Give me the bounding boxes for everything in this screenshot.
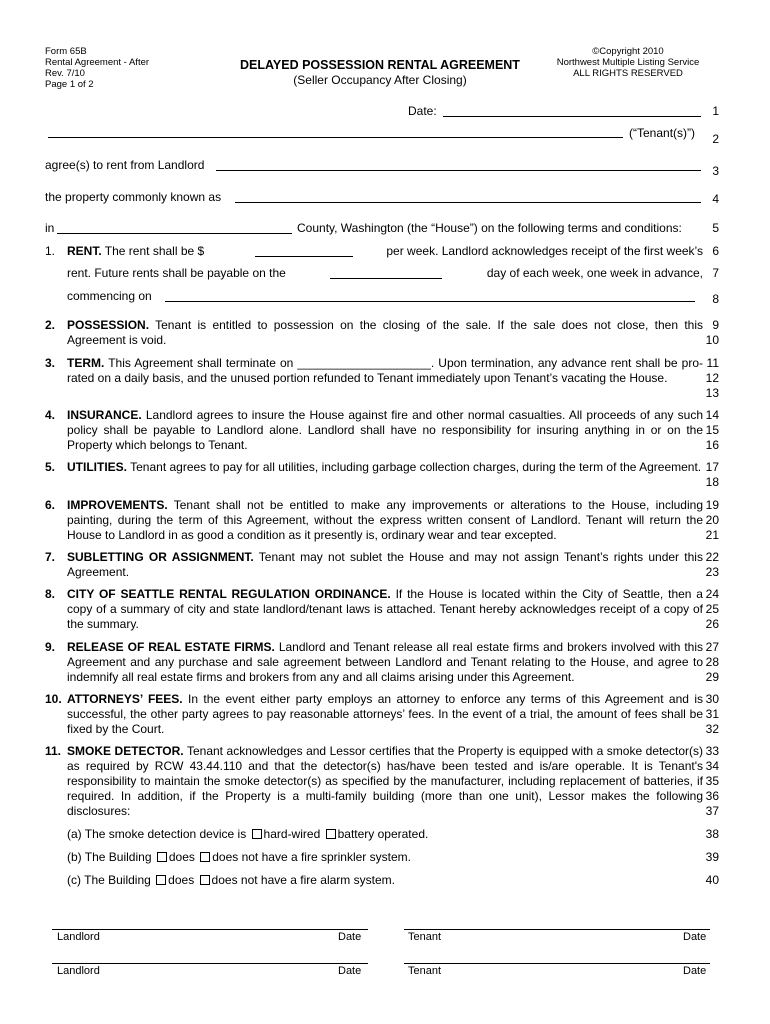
tenant-signature-line-2[interactable]	[404, 963, 710, 964]
line-number: 15	[705, 423, 719, 437]
sprinkler-does-label: does	[168, 850, 195, 864]
section-number: 2.	[45, 318, 56, 332]
county-field[interactable]	[57, 233, 292, 234]
section-number: 7.	[45, 550, 56, 564]
section-heading: INSURANCE.	[67, 408, 142, 422]
rent-text-2a: rent. Future rents shall be payable on the	[67, 266, 286, 280]
landlord-label-1: Landlord	[57, 931, 100, 943]
section-text: Tenant may not sublet the House and may not assign Tenant’s rights under this Agreement.	[67, 550, 703, 579]
tenant-label-2: Tenant	[408, 965, 442, 977]
property-label: the property commonly known as	[45, 190, 222, 204]
organization: Northwest Multiple Listing Service	[556, 57, 700, 68]
line-number: 18	[705, 475, 719, 489]
disclosure-c	[67, 873, 395, 888]
tenants-label: (“Tenant(s)”)	[629, 126, 696, 140]
line-number: 26	[705, 617, 719, 631]
section-improvements	[67, 498, 703, 543]
section-heading: ATTORNEYS’ FEES.	[67, 692, 183, 706]
disclosure-a	[67, 827, 428, 842]
line-number: 4	[712, 192, 719, 206]
battery-label: battery operated.	[337, 827, 429, 841]
line-number: 20	[705, 513, 719, 527]
line-number: 33	[705, 744, 719, 758]
county-text: County, Washington (the “House”) on the following terms and conditions:	[297, 221, 682, 235]
line-number: 11	[706, 356, 719, 370]
section-heading: SMOKE DETECTOR.	[67, 744, 184, 758]
section-text: Tenant agrees to pay for all utilities, including garbage collection charges, during the term of the Agreement.	[130, 460, 702, 474]
line-number: 17	[705, 460, 719, 474]
copyright: ©Copyright 2010	[592, 46, 664, 57]
section-text: Tenant is entitled to possession on the closing of the sale. If the sale does not close, then this Agreement is void.	[67, 318, 703, 347]
section-text: This Agreement shall terminate on ____________________. Upon termination, any advance rent shall be pro-rated on a daily basis, and the unused portion refunded to Tenant immediately upon Tenant’s vacating the House.	[67, 356, 703, 385]
line-number: 10	[705, 333, 719, 347]
line-number: 27	[705, 640, 719, 654]
line-number: 6	[712, 244, 719, 258]
line-number: 35	[705, 774, 719, 788]
page-title: DELAYED POSSESSION RENTAL AGREEMENT	[240, 58, 520, 72]
line-number: 37	[705, 804, 719, 818]
copyright-block	[548, 46, 708, 79]
line-number: 28	[705, 655, 719, 669]
section-heading: IMPROVEMENTS.	[67, 498, 168, 512]
section-heading: SUBLETTING OR ASSIGNMENT.	[67, 550, 254, 564]
line-number: 2	[712, 132, 719, 146]
rent-heading: RENT.	[67, 244, 102, 258]
tenant-date-label-1: Date	[683, 931, 707, 943]
line-number: 12	[705, 371, 719, 385]
rent-day-field[interactable]	[330, 278, 442, 279]
line-number: 30	[705, 692, 719, 706]
hard-wired-label: hard-wired	[263, 827, 321, 841]
form-header-left	[45, 46, 149, 90]
line-number: 24	[705, 587, 719, 601]
rent-text-2b: day of each week, one week in advance,	[486, 266, 703, 280]
tenant-label-1: Tenant	[408, 931, 442, 943]
form-name: Rental Agreement - After	[45, 57, 150, 68]
line-number: 38	[705, 827, 719, 841]
section-heading: TERM.	[67, 356, 105, 370]
line-number: 3	[712, 164, 719, 178]
landlord-date-label-1: Date	[338, 931, 362, 943]
line-number: 8	[712, 292, 719, 306]
line-number: 39	[705, 850, 719, 864]
alarm-does-not-checkbox[interactable]	[200, 875, 210, 885]
in-label: in	[45, 221, 55, 235]
sprinkler-does-checkbox[interactable]	[157, 852, 167, 862]
section-smoke-detector	[67, 744, 703, 819]
alarm-does-checkbox[interactable]	[156, 875, 166, 885]
disclosure-b	[67, 850, 411, 865]
section-number: 9.	[45, 640, 56, 654]
line-number: 22	[705, 550, 719, 564]
sprinkler-does-not-label: does not have a fire sprinkler system.	[212, 850, 411, 864]
section-heading: POSSESSION.	[67, 318, 150, 332]
sprinkler-does-not-checkbox[interactable]	[200, 852, 210, 862]
line-number: 19	[705, 498, 719, 512]
line-number: 32	[705, 722, 719, 736]
section-heading: CITY OF SEATTLE RENTAL REGULATION ORDINANCE.	[67, 587, 391, 601]
landlord-signature-line-2[interactable]	[52, 963, 368, 964]
section-text: Landlord agrees to insure the House against fire and other normal casualties. All proceeds of any such policy shall be payable to Landlord alone. Landlord shall have no responsibility for insuring anything in or on the Property which belongs to Tenant.	[67, 408, 704, 452]
line-number: 14	[705, 408, 719, 422]
battery-checkbox[interactable]	[326, 829, 336, 839]
rights-reserved: ALL RIGHTS RESERVED	[573, 68, 683, 79]
line-number: 16	[705, 438, 719, 452]
landlord-signature-line-1[interactable]	[52, 929, 368, 930]
line-number: 29	[705, 670, 719, 684]
line-number: 31	[705, 707, 719, 721]
section-text: Tenant acknowledges and Lessor certifies that the Property is equipped with a smoke detector(s) as required by RCW 43.44.110 and that the detector(s) has/have been tested and is/are operable. It is Tenant's responsibility to maintain the smoke detector(s) as specified by the manufacturer, including replacement of batteries, if required. In addition, if the Property is a multi-family building (more than one unit), Lessor makes the following disclosures:	[67, 744, 704, 818]
section-number: 8.	[45, 587, 56, 601]
section-number: 6.	[45, 498, 56, 512]
landlord-label: agree(s) to rent from Landlord	[45, 158, 205, 172]
section-number: 10.	[45, 692, 62, 706]
line-number: 13	[705, 386, 719, 400]
line-number: 34	[705, 759, 719, 773]
date-field[interactable]	[443, 116, 701, 117]
section-release	[67, 640, 703, 685]
form-revision: Rev. 7/10	[45, 68, 85, 79]
line-number: 25	[705, 602, 719, 616]
rent-text-3: commencing on	[67, 289, 152, 303]
landlord-label-2: Landlord	[57, 965, 100, 977]
rent-line-1	[67, 244, 204, 259]
landlord-date-label-2: Date	[338, 965, 362, 977]
rent-text-1a: The rent shall be $	[104, 244, 205, 258]
disclosure-c-label: (c) The Building	[67, 873, 151, 887]
section-number: 3.	[45, 356, 56, 370]
rent-amount-field[interactable]	[255, 256, 353, 257]
tenant-name-field[interactable]	[48, 137, 623, 138]
hard-wired-checkbox[interactable]	[252, 829, 262, 839]
tenant-signature-line-1[interactable]	[404, 929, 710, 930]
tenant-date-label-2: Date	[683, 965, 707, 977]
disclosure-a-label: (a) The smoke detection device is	[67, 827, 247, 841]
property-address-field[interactable]	[235, 202, 701, 203]
line-number: 1	[712, 104, 719, 118]
section-seattle-ordinance	[67, 587, 703, 632]
commencing-date-field[interactable]	[165, 301, 695, 302]
line-number: 9	[712, 318, 719, 332]
section-heading: RELEASE OF REAL ESTATE FIRMS.	[67, 640, 275, 654]
section-number: 11.	[45, 744, 62, 758]
alarm-does-not-label: does not have a fire alarm system.	[211, 873, 395, 887]
disclosure-b-label: (b) The Building	[67, 850, 152, 864]
line-number: 23	[705, 565, 719, 579]
rent-number: 1.	[45, 244, 56, 258]
section-text: If the House is located within the City of Seattle, then a copy of a summary of city and state landlord/tenant laws is attached. Tenant hereby acknowledges receipt of a copy of the summary.	[67, 587, 703, 631]
form-number: Form 65B	[45, 46, 87, 57]
landlord-name-field[interactable]	[216, 170, 701, 171]
line-number: 5	[712, 221, 719, 235]
section-text: Tenant shall not be entitled to make any improvements or alterations to the House, including painting, during the term of this Agreement, without the express written consent of Landlord. Tenant will return the House to Landlord in as good a condition as it presently is, ordinary wear and tear excepted.	[67, 498, 703, 542]
section-number: 4.	[45, 408, 56, 422]
section-text: In the event either party employs an attorney to enforce any terms of this Agreement and is successful, the other party agrees to pay reasonable attorneys’ fees. In the event of a trial, the amount of fees shall be fixed by the Court.	[67, 692, 703, 736]
alarm-does-label: does	[168, 873, 195, 887]
line-number: 21	[705, 528, 719, 542]
line-number: 36	[705, 789, 719, 803]
section-insurance	[67, 408, 703, 453]
section-subletting	[67, 550, 703, 580]
date-label: Date:	[408, 104, 437, 118]
section-text: Landlord and Tenant release all real estate firms and brokers involved with this Agreement and any purchase and sale agreement between Landlord and Tenant relating to the House, and agree to indemnify all real estate firms and brokers from any and all claims arising under this Agreement.	[67, 640, 703, 684]
section-number: 5.	[45, 460, 56, 474]
line-number: 7	[712, 266, 719, 280]
section-heading: UTILITIES.	[67, 460, 127, 474]
section-possession	[67, 318, 703, 348]
page-subtitle: (Seller Occupancy After Closing)	[293, 73, 467, 87]
section-attorneys-fees	[67, 692, 703, 737]
section-term	[67, 356, 703, 386]
page-indicator: Page 1 of 2	[45, 79, 94, 90]
rent-text-1b: per week. Landlord acknowledges receipt of the first week’s	[386, 244, 703, 258]
section-utilities	[67, 460, 703, 475]
line-number: 40	[705, 873, 719, 887]
